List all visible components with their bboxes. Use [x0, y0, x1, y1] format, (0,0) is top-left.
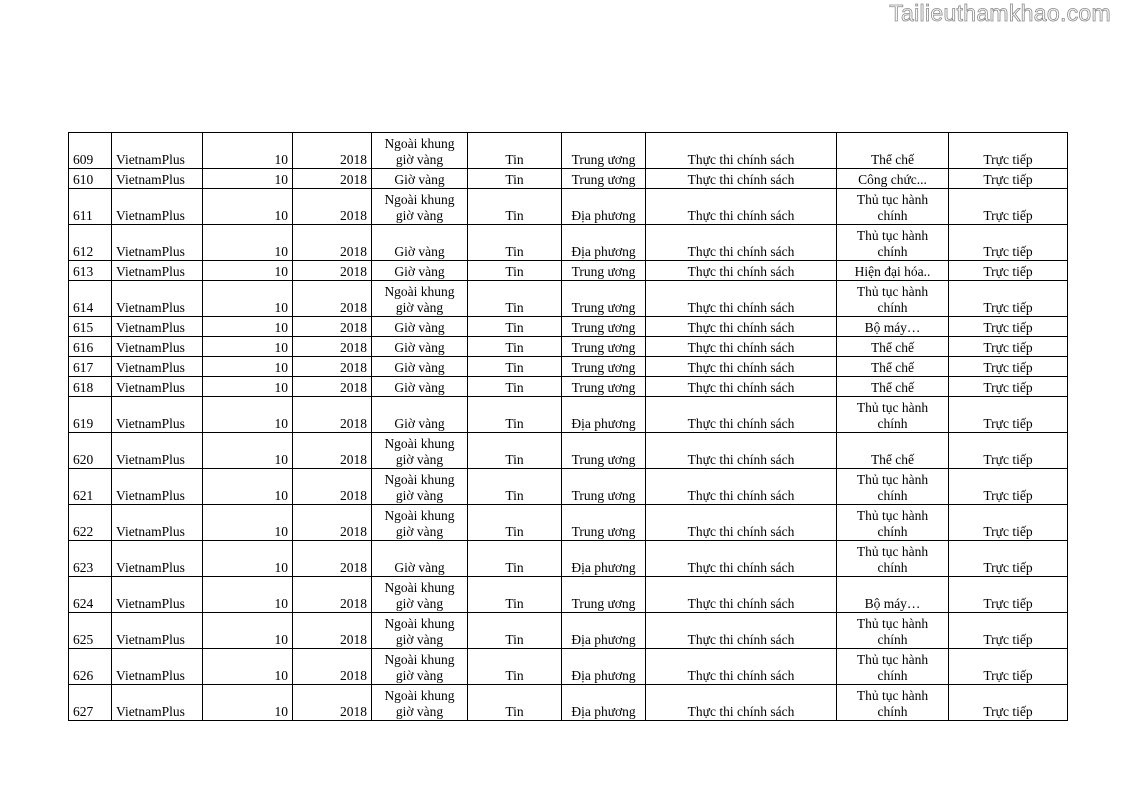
level-cell: Trung ương [562, 317, 646, 337]
month-cell: 10 [203, 189, 293, 225]
year-cell: 2018 [293, 169, 372, 189]
subtopic-cell [837, 613, 949, 649]
form-cell: Trực tiếp [949, 649, 1068, 685]
month-cell: 10 [203, 281, 293, 317]
subtopic-cell-line: Thể chế [870, 452, 915, 467]
month-cell: 10 [203, 433, 293, 469]
source-cell: VietnamPlus [112, 225, 203, 261]
table-row [69, 337, 1068, 357]
time-slot-cell-line: giờ vàng [395, 632, 444, 647]
form-cell: Trực tiếp [949, 317, 1068, 337]
form-cell: Trực tiếp [949, 541, 1068, 577]
subtopic-cell [837, 649, 949, 685]
level-cell: Trung ương [562, 281, 646, 317]
genre-cell: Tin [468, 649, 562, 685]
subtopic-cell-line: Thủ tục hành [856, 228, 929, 243]
month-cell: 10 [203, 397, 293, 433]
month-cell: 10 [203, 357, 293, 377]
row-number: 615 [69, 317, 112, 337]
subtopic-cell-line: Thủ tục hành [856, 508, 929, 523]
level-cell: Trung ương [562, 577, 646, 613]
time-slot-cell-line: Ngoài khung [384, 192, 455, 207]
level-cell: Trung ương [562, 261, 646, 281]
form-cell: Trực tiếp [949, 133, 1068, 169]
time-slot-cell-line: Giờ vàng [394, 264, 445, 279]
level-cell: Địa phương [562, 685, 646, 721]
genre-cell: Tin [468, 577, 562, 613]
time-slot-cell [372, 505, 468, 541]
time-slot-cell [372, 261, 468, 281]
year-cell: 2018 [293, 337, 372, 357]
year-cell: 2018 [293, 397, 372, 433]
subtopic-cell-line: chính [877, 560, 908, 575]
source-cell: VietnamPlus [112, 377, 203, 397]
form-cell: Trực tiếp [949, 505, 1068, 541]
topic-cell: Thực thi chính sách [646, 433, 837, 469]
table-row [69, 281, 1068, 317]
subtopic-cell-line: chính [877, 488, 908, 503]
year-cell: 2018 [293, 613, 372, 649]
time-slot-cell-line: Ngoài khung [384, 136, 455, 151]
subtopic-cell-line: chính [877, 300, 908, 315]
level-cell: Địa phương [562, 613, 646, 649]
month-cell: 10 [203, 133, 293, 169]
level-cell: Trung ương [562, 433, 646, 469]
time-slot-cell-line: Ngoài khung [384, 284, 455, 299]
subtopic-cell [837, 357, 949, 377]
table-row [69, 133, 1068, 169]
genre-cell: Tin [468, 317, 562, 337]
source-cell: VietnamPlus [112, 317, 203, 337]
time-slot-cell [372, 649, 468, 685]
form-cell: Trực tiếp [949, 281, 1068, 317]
month-cell: 10 [203, 541, 293, 577]
level-cell: Địa phương [562, 649, 646, 685]
table-row [69, 169, 1068, 189]
time-slot-cell-line: Giờ vàng [394, 320, 445, 335]
time-slot-cell [372, 317, 468, 337]
genre-cell: Tin [468, 377, 562, 397]
topic-cell: Thực thi chính sách [646, 133, 837, 169]
subtopic-cell-line: Bộ máy… [864, 320, 921, 335]
time-slot-cell-line: Ngoài khung [384, 436, 455, 451]
subtopic-cell-line: chính [877, 632, 908, 647]
source-cell: VietnamPlus [112, 685, 203, 721]
row-number: 626 [69, 649, 112, 685]
row-number: 612 [69, 225, 112, 261]
level-cell: Trung ương [562, 377, 646, 397]
subtopic-cell [837, 261, 949, 281]
year-cell: 2018 [293, 261, 372, 281]
row-number: 620 [69, 433, 112, 469]
topic-cell: Thực thi chính sách [646, 357, 837, 377]
subtopic-cell [837, 577, 949, 613]
source-cell: VietnamPlus [112, 189, 203, 225]
year-cell: 2018 [293, 685, 372, 721]
topic-cell: Thực thi chính sách [646, 577, 837, 613]
year-cell: 2018 [293, 225, 372, 261]
time-slot-cell-line: Ngoài khung [384, 508, 455, 523]
genre-cell: Tin [468, 613, 562, 649]
time-slot-cell [372, 541, 468, 577]
table-row [69, 189, 1068, 225]
subtopic-cell-line: Thể chế [870, 380, 915, 395]
time-slot-cell [372, 685, 468, 721]
topic-cell: Thực thi chính sách [646, 649, 837, 685]
source-cell: VietnamPlus [112, 649, 203, 685]
row-number: 627 [69, 685, 112, 721]
month-cell: 10 [203, 225, 293, 261]
time-slot-cell-line: giờ vàng [395, 452, 444, 467]
topic-cell: Thực thi chính sách [646, 541, 837, 577]
row-number: 616 [69, 337, 112, 357]
row-number: 617 [69, 357, 112, 377]
year-cell: 2018 [293, 189, 372, 225]
form-cell: Trực tiếp [949, 357, 1068, 377]
subtopic-cell-line: Bộ máy… [864, 596, 921, 611]
level-cell: Địa phương [562, 397, 646, 433]
subtopic-cell-line: chính [877, 416, 908, 431]
time-slot-cell [372, 577, 468, 613]
year-cell: 2018 [293, 505, 372, 541]
time-slot-cell [372, 613, 468, 649]
row-number: 622 [69, 505, 112, 541]
time-slot-cell-line: Giờ vàng [394, 360, 445, 375]
month-cell: 10 [203, 613, 293, 649]
source-cell: VietnamPlus [112, 337, 203, 357]
row-number: 621 [69, 469, 112, 505]
subtopic-cell-line: Thể chế [870, 152, 915, 167]
table-row [69, 357, 1068, 377]
form-cell: Trực tiếp [949, 469, 1068, 505]
year-cell: 2018 [293, 133, 372, 169]
table-row [69, 433, 1068, 469]
row-number: 609 [69, 133, 112, 169]
subtopic-cell-line: Hiện đại hóa.. [854, 264, 931, 279]
time-slot-cell-line: giờ vàng [395, 668, 444, 683]
time-slot-cell-line: Giờ vàng [394, 172, 445, 187]
subtopic-cell-line: Thủ tục hành [856, 616, 929, 631]
time-slot-cell [372, 337, 468, 357]
year-cell: 2018 [293, 317, 372, 337]
topic-cell: Thực thi chính sách [646, 469, 837, 505]
subtopic-cell-line: Thủ tục hành [856, 688, 929, 703]
level-cell: Trung ương [562, 357, 646, 377]
genre-cell: Tin [468, 541, 562, 577]
subtopic-cell-line: Thủ tục hành [856, 400, 929, 415]
subtopic-cell-line: chính [877, 244, 908, 259]
time-slot-cell-line: giờ vàng [395, 704, 444, 719]
form-cell: Trực tiếp [949, 189, 1068, 225]
topic-cell: Thực thi chính sách [646, 505, 837, 541]
time-slot-cell-line: giờ vàng [395, 596, 444, 611]
genre-cell: Tin [468, 169, 562, 189]
source-cell: VietnamPlus [112, 505, 203, 541]
time-slot-cell-line: Ngoài khung [384, 616, 455, 631]
table-row [69, 317, 1068, 337]
table-row [69, 397, 1068, 433]
row-number: 610 [69, 169, 112, 189]
time-slot-cell-line: Giờ vàng [394, 380, 445, 395]
subtopic-cell-line: Thủ tục hành [856, 472, 929, 487]
row-number: 618 [69, 377, 112, 397]
year-cell: 2018 [293, 377, 372, 397]
table-row [69, 469, 1068, 505]
level-cell: Địa phương [562, 541, 646, 577]
source-cell: VietnamPlus [112, 433, 203, 469]
row-number: 623 [69, 541, 112, 577]
source-cell: VietnamPlus [112, 397, 203, 433]
topic-cell: Thực thi chính sách [646, 397, 837, 433]
form-cell: Trực tiếp [949, 433, 1068, 469]
genre-cell: Tin [468, 685, 562, 721]
row-number: 613 [69, 261, 112, 281]
form-cell: Trực tiếp [949, 261, 1068, 281]
topic-cell: Thực thi chính sách [646, 685, 837, 721]
time-slot-cell-line: Giờ vàng [394, 244, 445, 259]
source-cell: VietnamPlus [112, 613, 203, 649]
row-number: 614 [69, 281, 112, 317]
subtopic-cell-line: Thể chế [870, 340, 915, 355]
time-slot-cell [372, 133, 468, 169]
genre-cell: Tin [468, 225, 562, 261]
watermark: Tailieuthamkhao.com [889, 0, 1111, 26]
table-row [69, 377, 1068, 397]
row-number: 611 [69, 189, 112, 225]
time-slot-cell [372, 281, 468, 317]
year-cell: 2018 [293, 469, 372, 505]
genre-cell: Tin [468, 133, 562, 169]
table-row [69, 505, 1068, 541]
month-cell: 10 [203, 577, 293, 613]
topic-cell: Thực thi chính sách [646, 225, 837, 261]
subtopic-cell [837, 169, 949, 189]
form-cell: Trực tiếp [949, 169, 1068, 189]
time-slot-cell-line: giờ vàng [395, 208, 444, 223]
subtopic-cell [837, 685, 949, 721]
time-slot-cell [372, 225, 468, 261]
time-slot-cell-line: Ngoài khung [384, 472, 455, 487]
time-slot-cell [372, 377, 468, 397]
topic-cell: Thực thi chính sách [646, 189, 837, 225]
subtopic-cell [837, 225, 949, 261]
time-slot-cell [372, 189, 468, 225]
year-cell: 2018 [293, 433, 372, 469]
source-cell: VietnamPlus [112, 577, 203, 613]
row-number: 625 [69, 613, 112, 649]
table-body [69, 133, 1068, 721]
subtopic-cell [837, 189, 949, 225]
subtopic-cell-line: chính [877, 704, 908, 719]
subtopic-cell-line: Thủ tục hành [856, 652, 929, 667]
genre-cell: Tin [468, 469, 562, 505]
level-cell: Trung ương [562, 505, 646, 541]
month-cell: 10 [203, 317, 293, 337]
form-cell: Trực tiếp [949, 397, 1068, 433]
time-slot-cell-line: giờ vàng [395, 300, 444, 315]
genre-cell: Tin [468, 281, 562, 317]
row-number: 619 [69, 397, 112, 433]
form-cell: Trực tiếp [949, 613, 1068, 649]
topic-cell: Thực thi chính sách [646, 281, 837, 317]
time-slot-cell [372, 169, 468, 189]
month-cell: 10 [203, 685, 293, 721]
month-cell: 10 [203, 261, 293, 281]
subtopic-cell [837, 469, 949, 505]
time-slot-cell-line: Ngoài khung [384, 652, 455, 667]
subtopic-cell-line: Thủ tục hành [856, 544, 929, 559]
topic-cell: Thực thi chính sách [646, 613, 837, 649]
month-cell: 10 [203, 169, 293, 189]
source-cell: VietnamPlus [112, 281, 203, 317]
source-cell: VietnamPlus [112, 261, 203, 281]
subtopic-cell [837, 337, 949, 357]
table-row [69, 225, 1068, 261]
table-row [69, 577, 1068, 613]
time-slot-cell-line: Giờ vàng [394, 560, 445, 575]
subtopic-cell-line: Thủ tục hành [856, 192, 929, 207]
row-number: 624 [69, 577, 112, 613]
year-cell: 2018 [293, 281, 372, 317]
time-slot-cell [372, 357, 468, 377]
source-cell: VietnamPlus [112, 469, 203, 505]
topic-cell: Thực thi chính sách [646, 317, 837, 337]
month-cell: 10 [203, 505, 293, 541]
level-cell: Trung ương [562, 169, 646, 189]
subtopic-cell [837, 541, 949, 577]
genre-cell: Tin [468, 505, 562, 541]
genre-cell: Tin [468, 261, 562, 281]
time-slot-cell [372, 433, 468, 469]
table-row [69, 685, 1068, 721]
subtopic-cell-line: chính [877, 524, 908, 539]
time-slot-cell-line: giờ vàng [395, 152, 444, 167]
genre-cell: Tin [468, 433, 562, 469]
time-slot-cell-line: Ngoài khung [384, 688, 455, 703]
year-cell: 2018 [293, 649, 372, 685]
topic-cell: Thực thi chính sách [646, 261, 837, 281]
level-cell: Trung ương [562, 337, 646, 357]
form-cell: Trực tiếp [949, 685, 1068, 721]
time-slot-cell-line: giờ vàng [395, 524, 444, 539]
genre-cell: Tin [468, 337, 562, 357]
genre-cell: Tin [468, 357, 562, 377]
level-cell: Địa phương [562, 225, 646, 261]
subtopic-cell [837, 281, 949, 317]
genre-cell: Tin [468, 397, 562, 433]
time-slot-cell-line: Ngoài khung [384, 580, 455, 595]
level-cell: Trung ương [562, 133, 646, 169]
source-cell: VietnamPlus [112, 357, 203, 377]
data-table [68, 132, 1068, 721]
month-cell: 10 [203, 469, 293, 505]
subtopic-cell-line: Công chức... [858, 172, 927, 187]
form-cell: Trực tiếp [949, 377, 1068, 397]
table-row [69, 261, 1068, 281]
subtopic-cell [837, 133, 949, 169]
source-cell: VietnamPlus [112, 169, 203, 189]
table-row [69, 649, 1068, 685]
level-cell: Địa phương [562, 189, 646, 225]
year-cell: 2018 [293, 357, 372, 377]
month-cell: 10 [203, 377, 293, 397]
source-cell: VietnamPlus [112, 541, 203, 577]
time-slot-cell-line: giờ vàng [395, 488, 444, 503]
source-cell: VietnamPlus [112, 133, 203, 169]
topic-cell: Thực thi chính sách [646, 169, 837, 189]
year-cell: 2018 [293, 577, 372, 613]
topic-cell: Thực thi chính sách [646, 337, 837, 357]
month-cell: 10 [203, 337, 293, 357]
table-row [69, 541, 1068, 577]
time-slot-cell-line: Giờ vàng [394, 416, 445, 431]
time-slot-cell [372, 397, 468, 433]
time-slot-cell-line: Giờ vàng [394, 340, 445, 355]
time-slot-cell [372, 469, 468, 505]
year-cell: 2018 [293, 541, 372, 577]
form-cell: Trực tiếp [949, 337, 1068, 357]
month-cell: 10 [203, 649, 293, 685]
subtopic-cell [837, 433, 949, 469]
subtopic-cell [837, 397, 949, 433]
subtopic-cell [837, 377, 949, 397]
form-cell: Trực tiếp [949, 577, 1068, 613]
table-row [69, 613, 1068, 649]
subtopic-cell [837, 505, 949, 541]
genre-cell: Tin [468, 189, 562, 225]
subtopic-cell-line: chính [877, 208, 908, 223]
topic-cell: Thực thi chính sách [646, 377, 837, 397]
level-cell: Trung ương [562, 469, 646, 505]
subtopic-cell-line: chính [877, 668, 908, 683]
subtopic-cell [837, 317, 949, 337]
form-cell: Trực tiếp [949, 225, 1068, 261]
subtopic-cell-line: Thể chế [870, 360, 915, 375]
subtopic-cell-line: Thủ tục hành [856, 284, 929, 299]
